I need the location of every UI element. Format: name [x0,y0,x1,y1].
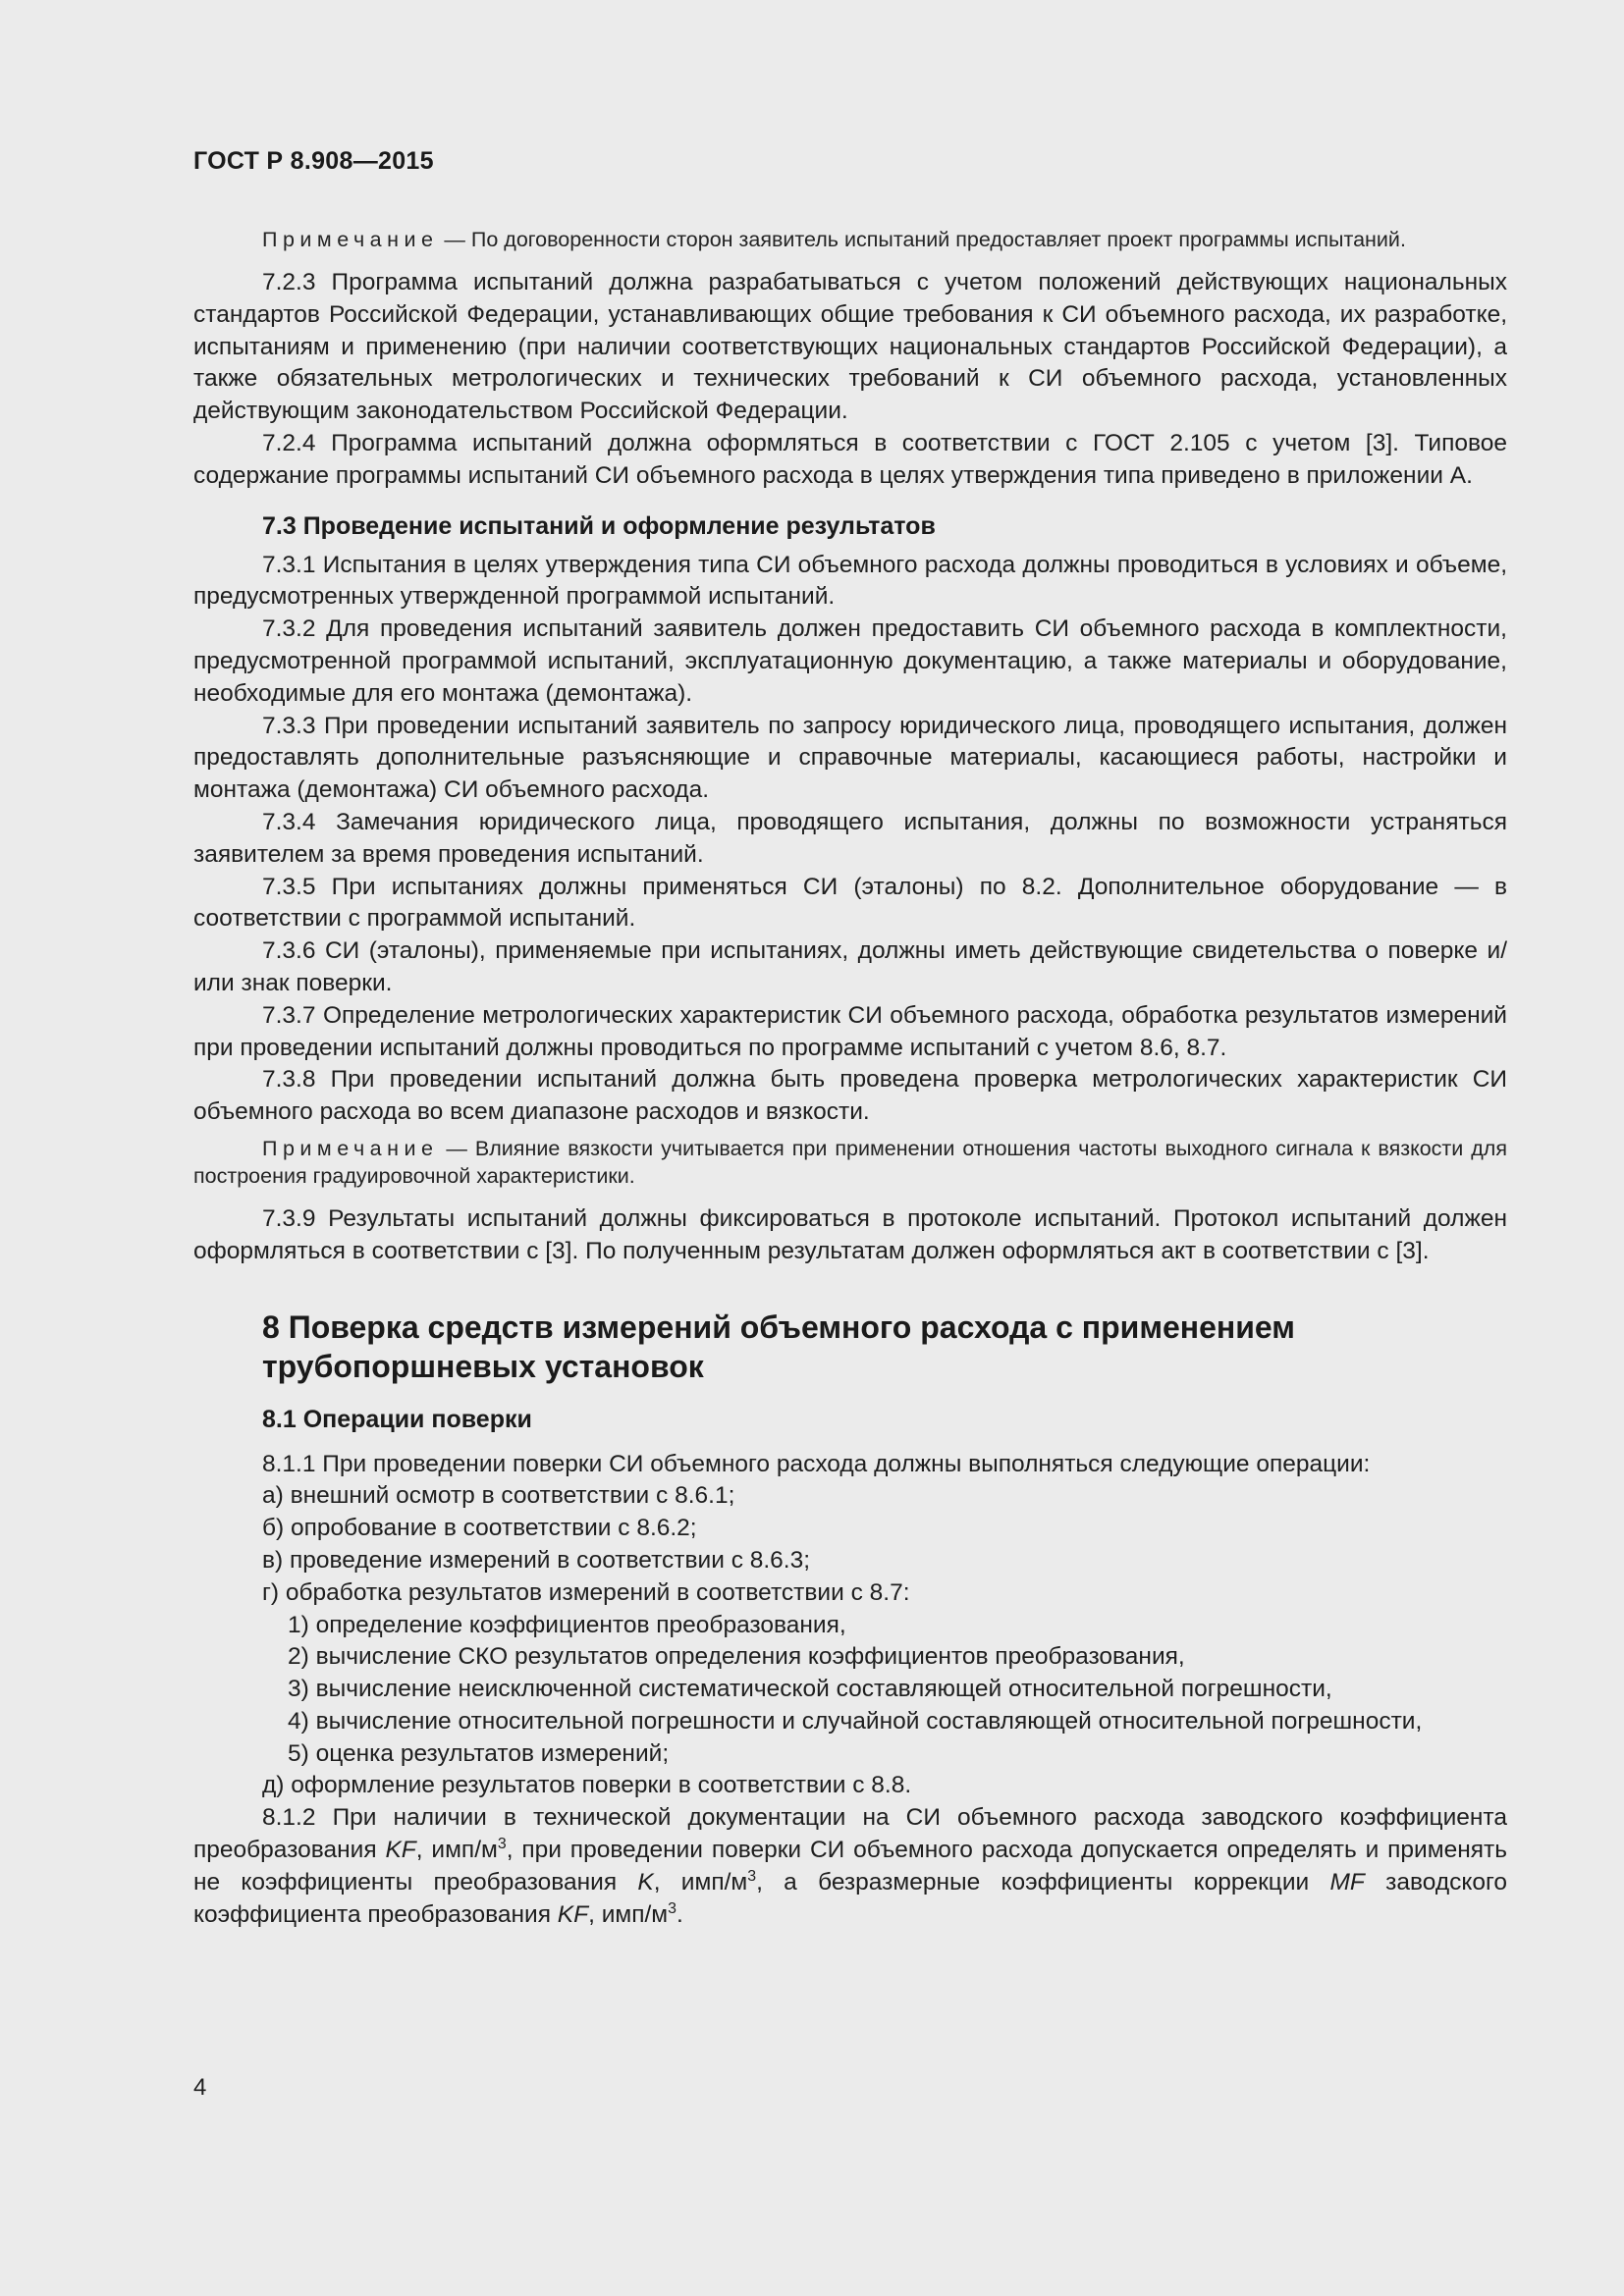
list-item: д) оформление результатов поверки в соответствии с 8.8. [262,1772,912,1799]
paragraph-7-3-2: 7.3.2 Для проведения испытаний заявитель должен предоставить СИ объемного расхода в комплектности, предусмотренной программой испытаний, эксплуатационную документацию, а также материалы и оборудование, необходимые для его монтажа (демонтажа). [193,615,1507,707]
sub-list-item: 1) определение коэффициентов преобразования, [288,1611,846,1638]
note-text: — Влияние вязкости учитывается при применении отношения частоты выходного сигнала к вязкости для построения градуировочной характеристики. [193,1136,1507,1188]
text-run: 8.1.2 При наличии в технической документации на СИ объемного расхода заводского коэффициента преобразования [193,1804,1507,1864]
superscript: 3 [747,1867,757,1885]
list-item: б) опробование в соответствии с 8.6.2; [262,1515,697,1542]
section-8-1-heading: 8.1 Операции поверки [262,1405,532,1433]
symbol-k: K [637,1868,654,1896]
text-run: , имп/м [653,1868,748,1896]
sub-list-item: 3) вычисление неисключенной систематической составляющей относительной погрешности, [288,1676,1332,1703]
section-8-heading-line2: трубопоршневых установок [262,1348,704,1384]
section-7-3-heading: 7.3 Проведение испытаний и оформление результатов [262,511,936,540]
note-program-draft [193,226,1507,253]
text-run: заводского коэффициента преобразования [193,1868,1508,1928]
paragraph-7-2-3: 7.2.3 Программа испытаний должна разрабатываться с учетом положений действующих национальных стандартов Российской Федерации, устанавливающих общие требования к СИ объемного расхода, их разработке, испытаниям и применению (при наличии соответствующих национальных стандартов Российской Федерации), а также обязательных метрологических и технических требований к СИ объемного расхода, установленных действующим законодательством Российской Федерации. [193,269,1507,425]
note-label: Примечание [262,228,439,251]
list-item: г) обработка результатов измерений в соответствии с 8.7: [262,1578,910,1606]
list-item: в) проведение измерений в соответствии с 8.6.3; [262,1546,811,1574]
sub-list-item: 2) вычисление СКО результатов определения коэффициентов преобразования, [288,1643,1185,1671]
paragraph-7-3-9: 7.3.9 Результаты испытаний должны фиксироваться в протоколе испытаний. Протокол испытаний должен оформляться в соответствии с [3]. По полученным результатам должен оформляться акт в соответствии с [3]. [193,1204,1507,1264]
symbol-mf: MF [1329,1868,1365,1896]
note-viscosity [193,1135,1507,1190]
paragraph-7-3-7: 7.3.7 Определение метрологических характеристик СИ объемного расхода, обработка результатов измерений при проведении испытаний должны проводиться по программе испытаний с учетом 8.6, 8.7. [193,1001,1507,1061]
paragraph-7-3-4: 7.3.4 Замечания юридического лица, проводящего испытания, должны по возможности устраняться заявителем за время проведения испытаний. [193,808,1507,868]
text-run: . [677,1900,683,1928]
list-item: а) внешний осмотр в соответствии с 8.6.1; [262,1482,735,1510]
paragraph-7-3-5: 7.3.5 При испытаниях должны применяться СИ (эталоны) по 8.2. Дополнительное оборудование — в соответствии с программой испытаний. [193,873,1507,933]
document-header: ГОСТ Р 8.908—2015 [193,147,434,175]
symbol-kf: KF [557,1900,589,1928]
paragraph-7-3-6: 7.3.6 СИ (эталоны), применяемые при испытаниях, должны иметь действующие свидетельства о поверке и/или знак поверки. [193,937,1507,996]
symbol-kf: KF [385,1837,416,1864]
superscript: 3 [497,1835,507,1852]
text-run: , имп/м [588,1900,669,1928]
note-label: Примечание [262,1136,439,1160]
page-number: 4 [193,2074,207,2101]
paragraph-8-1-2 [193,1802,1507,1931]
sub-list-item: 5) оценка результатов измерений; [288,1739,670,1767]
text-run: , имп/м [415,1837,498,1864]
text-run: , при проведении поверки СИ объемного расхода допускается определять и применять не коэффициенты преобразования [193,1837,1507,1896]
text-run: , а безразмерные коэффициенты коррекции [756,1868,1330,1896]
note-text: — По договоренности сторон заявитель испытаний предоставляет проект программы испытаний. [438,228,1406,251]
paragraph-7-3-1: 7.3.1 Испытания в целях утверждения типа СИ объемного расхода должны проводиться в условиях и объеме, предусмотренных утвержденной программой испытаний. [193,551,1507,611]
section-8-heading [262,1308,1507,1386]
paragraph-8-1-1: 8.1.1 При проведении поверки СИ объемного расхода должны выполняться следующие операции: [262,1450,1371,1477]
superscript: 3 [668,1899,677,1917]
paragraph-7-3-3: 7.3.3 При проведении испытаний заявитель по запросу юридического лица, проводящего испытания, должен предоставлять дополнительные разъясняющие и справочные материалы, касающиеся работы, настройки и монтажа (демонтажа) СИ объемного расхода. [193,712,1507,804]
paragraph-7-2-4: 7.2.4 Программа испытаний должна оформляться в соответствии с ГОСТ 2.105 с учетом [3]. Типовое содержание программы испытаний СИ объемного расхода в целях утверждения типа приведено в приложении А. [193,429,1507,489]
section-8-heading-line1: 8 Поверка средств измерений объемного расхода с применением [262,1308,1295,1345]
sub-list-item: 4) вычисление относительной погрешности и случайной составляющей относительной погрешности, [288,1707,1423,1735]
paragraph-7-3-8: 7.3.8 При проведении испытаний должна быть проведена проверка метрологических характеристик СИ объемного расхода во всем диапазоне расходов и вязкости. [193,1066,1507,1126]
